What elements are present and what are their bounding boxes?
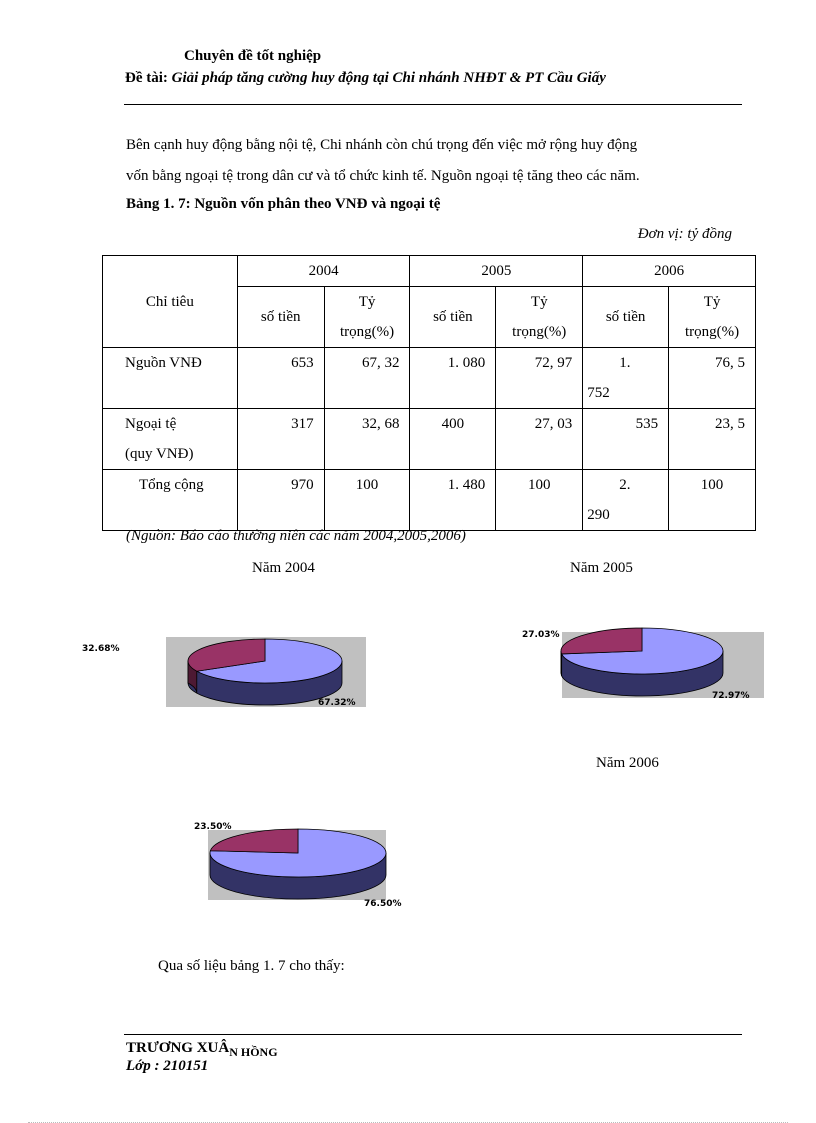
table-cell: 32, 68 bbox=[324, 409, 410, 470]
sub-header-share: Tỷ trọng(%) bbox=[324, 287, 410, 348]
unit-label: Đơn vị: tỷ đồng bbox=[637, 226, 732, 242]
year-header: 2006 bbox=[583, 256, 756, 287]
sub-header-amount: số tiền bbox=[583, 287, 669, 348]
row-label: Ngoại tệ (quy VNĐ) bbox=[103, 409, 238, 470]
table-caption: Bảng 1. 7: Nguồn vốn phân theo VNĐ và ngoại tệ bbox=[126, 196, 441, 212]
table-cell: 970 bbox=[237, 470, 324, 531]
year-header: 2005 bbox=[410, 256, 583, 287]
sub-header-share: Tỷ trọng(%) bbox=[669, 287, 756, 348]
intro-paragraph bbox=[126, 130, 742, 192]
pie-chart bbox=[520, 620, 780, 720]
table-row bbox=[103, 348, 756, 409]
header-title: Chuyên đề tốt nghiệp bbox=[184, 48, 322, 64]
data-table bbox=[102, 255, 756, 531]
table-cell: 72, 97 bbox=[496, 348, 583, 409]
table-cell: 27, 03 bbox=[496, 409, 583, 470]
table-row bbox=[103, 470, 756, 531]
table-cell: 2. 290 bbox=[583, 470, 669, 531]
sub-header-share: Tỷ trọng(%) bbox=[496, 287, 583, 348]
pie-label-foreign: 32.68% bbox=[82, 644, 120, 654]
paragraph-line: Bên cạnh huy động bằng nội tệ, Chi nhánh còn chú trọng đến việc mở rộng huy động bbox=[126, 137, 638, 153]
pie-chart bbox=[82, 625, 382, 735]
pie-label-vnd: 72.97% bbox=[712, 691, 750, 701]
sub-header-amount: số tiền bbox=[237, 287, 324, 348]
table-cell: 67, 32 bbox=[324, 348, 410, 409]
topic-title: Giải pháp tăng cường huy động tại Chi nhánh NHĐT & PT Cầu Giấy bbox=[171, 70, 606, 86]
conclusion-text: Qua số liệu bảng 1. 7 cho thấy: bbox=[158, 958, 345, 974]
pie-label-foreign: 23.50% bbox=[194, 822, 232, 832]
table-cell: 1. 752 bbox=[583, 348, 669, 409]
pie-label-foreign: 27.03% bbox=[522, 630, 560, 640]
table-cell: 100 bbox=[669, 470, 756, 531]
class-label: Lớp : 210151 bbox=[126, 1058, 209, 1074]
pie-side-foreign bbox=[561, 651, 562, 676]
table-cell: 317 bbox=[237, 409, 324, 470]
table-cell: 100 bbox=[324, 470, 410, 531]
table-cell: 76, 5 bbox=[669, 348, 756, 409]
row-label: Nguồn VNĐ bbox=[103, 348, 238, 409]
paragraph-line: vốn bằng ngoại tệ trong dân cư và tổ chức kinh tế. Nguồn ngoại tệ tăng theo các năm. bbox=[126, 168, 640, 184]
table-cell: 23, 5 bbox=[669, 409, 756, 470]
header-topic bbox=[125, 70, 606, 87]
chart-title: Năm 2005 bbox=[570, 560, 633, 576]
pie-chart bbox=[180, 815, 420, 915]
table-cell: 100 bbox=[496, 470, 583, 531]
table-cell: 1. 080 bbox=[410, 348, 496, 409]
pie-label-vnd: 67.32% bbox=[318, 698, 356, 708]
pie-slice-foreign bbox=[561, 628, 642, 654]
footer-rule bbox=[124, 1034, 742, 1035]
row-header-cell: Chỉ tiêu bbox=[103, 256, 238, 348]
year-header: 2004 bbox=[237, 256, 410, 287]
header-rule bbox=[124, 104, 742, 105]
table-row bbox=[103, 409, 756, 470]
author-name: TRƯƠNG $XUÂ_{N HỒNG}$ bbox=[126, 1040, 278, 1059]
row-label: Tổng cộng bbox=[103, 470, 238, 531]
source-note: (Nguồn: Báo cáo thường niên các năm 2004,2005,2006) bbox=[126, 528, 466, 544]
topic-label: Đề tài: bbox=[125, 70, 168, 86]
table-cell: 535 bbox=[583, 409, 669, 470]
chart-title: Năm 2004 bbox=[252, 560, 315, 576]
table-cell: 400 bbox=[410, 409, 496, 470]
sub-header-amount: số tiền bbox=[410, 287, 496, 348]
chart-title: Năm 2006 bbox=[596, 755, 659, 771]
table-cell: 1. 480 bbox=[410, 470, 496, 531]
table-cell: 653 bbox=[237, 348, 324, 409]
pie-label-vnd: 76.50% bbox=[364, 899, 402, 909]
